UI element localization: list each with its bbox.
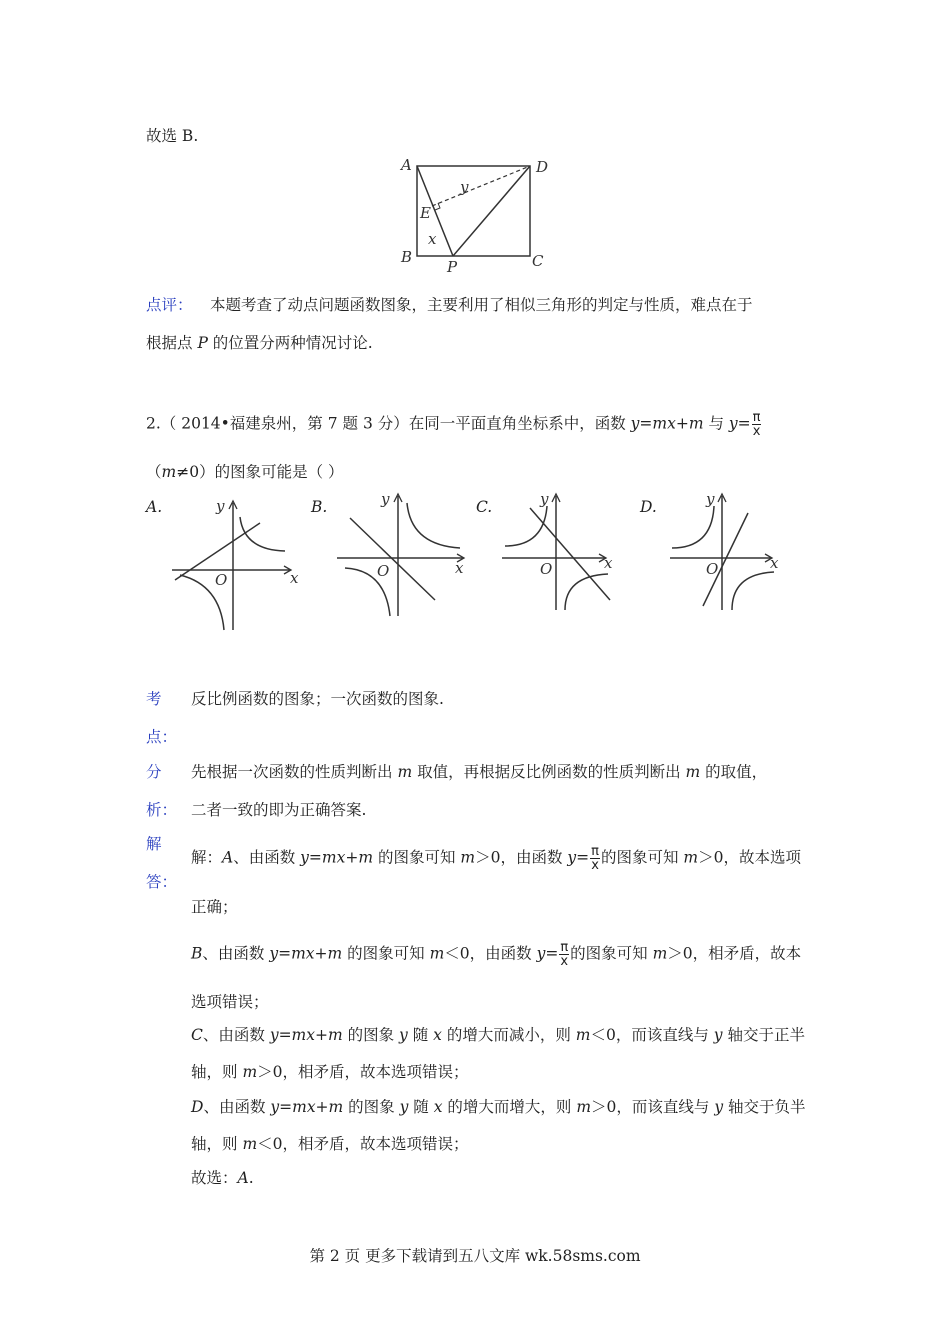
svg-text:y: y bbox=[381, 490, 390, 508]
question-line2: （m≠0）的图象可能是（ ） bbox=[146, 463, 344, 481]
label-x: x bbox=[428, 230, 437, 248]
fenxi-line1: 先根据一次函数的性质判断出 m 取值，再根据反比例函数的性质判断出 m 的取值， bbox=[191, 763, 768, 781]
final-answer: 故选：A. bbox=[191, 1169, 254, 1187]
answer-c-line2: 轴，则 m＞0，相矛盾，故本选项错误； bbox=[191, 1063, 469, 1081]
option-c-label[interactable]: C. bbox=[476, 498, 493, 516]
label-A: A bbox=[401, 156, 412, 174]
pi-over-x-fraction: $\frac{\pi}{x}$ bbox=[752, 410, 761, 439]
rectangle-figure bbox=[395, 150, 565, 280]
label-P: P bbox=[447, 258, 458, 276]
option-a-label[interactable]: A. bbox=[146, 498, 163, 516]
review-line1: 本题考查了动点问题函数图象，主要利用了相似三角形的判定与性质，难点在于 bbox=[210, 296, 753, 314]
label-D: D bbox=[536, 158, 549, 176]
answer-c-line1: C、由函数 y=mx+m 的图象 y 随 x 的增大而减小，则 m＜0，而该直线与 y 轴交于正半 bbox=[191, 1026, 805, 1044]
label-y: y bbox=[460, 178, 469, 196]
svg-text:y: y bbox=[706, 490, 715, 508]
kaodian-text: 反比例函数的图象；一次函数的图象. bbox=[191, 690, 444, 708]
kaodian-label-1: 考 bbox=[146, 690, 162, 708]
question-line1: 2.（ 2014•福建泉州，第 7 题 3 分）在同一平面直角坐标系中，函数 y=mx+m 与 y= $\frac{\pi}{x}$ bbox=[146, 410, 761, 439]
fenxi-label-1: 分 bbox=[146, 763, 162, 781]
jieda-label-2: 答： bbox=[146, 873, 178, 891]
svg-text:O: O bbox=[377, 562, 390, 580]
svg-text:O: O bbox=[540, 560, 553, 578]
svg-text:y: y bbox=[216, 497, 225, 515]
fenxi-line2: 二者一致的即为正确答案. bbox=[191, 801, 367, 819]
review-label: 点评： bbox=[146, 296, 193, 314]
svg-text:x: x bbox=[604, 554, 613, 572]
option-a-graph[interactable] bbox=[170, 495, 310, 635]
label-B: B bbox=[401, 248, 413, 266]
svg-text:x: x bbox=[455, 559, 464, 577]
jieda-label-1: 解 bbox=[146, 835, 162, 853]
page-footer: 第 2 页 更多下载请到五八文库 wk.58sms.com bbox=[309, 1247, 641, 1265]
review-line2: 根据点 P 的位置分两种情况讨论. bbox=[146, 334, 373, 352]
kaodian-label-2: 点： bbox=[146, 728, 178, 746]
answer-a-line1: 解：A、由函数 y=mx+m 的图象可知 m＞0，由函数 y= $\frac{\pi}{x}$ 的图象可知 m＞0，故本选项 bbox=[191, 844, 801, 873]
svg-text:x: x bbox=[290, 569, 299, 587]
fenxi-label-2: 析： bbox=[146, 801, 178, 819]
svg-text:y: y bbox=[540, 490, 549, 508]
option-b-graph[interactable] bbox=[335, 488, 475, 628]
answer-d-line2: 轴，则 m＜0，相矛盾，故本选项错误； bbox=[191, 1135, 469, 1153]
option-d-graph[interactable] bbox=[668, 488, 808, 628]
conclusion-line: 故选 B. bbox=[146, 127, 199, 145]
option-b-label[interactable]: B. bbox=[311, 498, 328, 516]
option-c-graph[interactable] bbox=[500, 488, 640, 628]
answer-b-line2: 选项错误； bbox=[191, 993, 269, 1011]
svg-text:O: O bbox=[215, 571, 228, 589]
option-d-label[interactable]: D. bbox=[640, 498, 657, 516]
svg-text:O: O bbox=[706, 560, 719, 578]
answer-a-line2: 正确； bbox=[191, 898, 238, 916]
answer-b-line1: B、由函数 y=mx+m 的图象可知 m＜0，由函数 y= $\frac{\pi}{x}$ 的图象可知 m＞0，相矛盾，故本 bbox=[191, 940, 802, 969]
label-E: E bbox=[420, 204, 431, 222]
svg-text:x: x bbox=[770, 554, 779, 572]
label-C: C bbox=[532, 252, 544, 270]
answer-d-line1: D、由函数 y=mx+m 的图象 y 随 x 的增大而增大，则 m＞0，而该直线与 y 轴交于负半 bbox=[191, 1098, 806, 1116]
